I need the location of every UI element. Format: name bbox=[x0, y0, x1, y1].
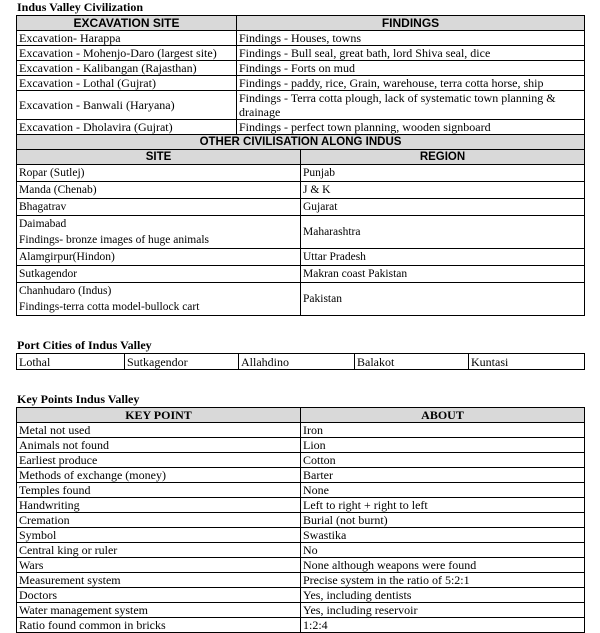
about-cell: 1:2:4 bbox=[301, 618, 585, 633]
table-row bbox=[17, 618, 585, 633]
port-city-cell: Lothal bbox=[17, 354, 125, 370]
port-city-cell: Balakot bbox=[355, 354, 469, 370]
table-banner-row bbox=[17, 135, 585, 150]
table-row bbox=[17, 528, 585, 543]
key-point-cell: Measurement system bbox=[17, 573, 301, 588]
findings-cell: Findings - paddy, rice, Grain, warehouse, terra cotta horse, ship bbox=[237, 76, 585, 91]
findings-cell: Findings - Terra cotta plough, lack of systematic town planning & drainage bbox=[237, 91, 585, 120]
key-point-cell: Doctors bbox=[17, 588, 301, 603]
document-title: Indus Valley Civilization bbox=[17, 0, 144, 14]
column-header-findings: FINDINGS bbox=[237, 16, 585, 31]
about-cell: No bbox=[301, 543, 585, 558]
about-cell: Burial (not burnt) bbox=[301, 513, 585, 528]
table-row bbox=[17, 573, 585, 588]
table-row bbox=[17, 61, 585, 76]
table-row bbox=[17, 120, 585, 135]
key-point-cell: Handwriting bbox=[17, 498, 301, 513]
port-city-cell: Allahdino bbox=[239, 354, 355, 370]
column-header-region: REGION bbox=[301, 150, 585, 165]
key-point-cell: Water management system bbox=[17, 603, 301, 618]
region-cell: Punjab bbox=[301, 165, 585, 182]
about-cell: Yes, including reservoir bbox=[301, 603, 585, 618]
key-point-cell: Earliest produce bbox=[17, 453, 301, 468]
port-cities-title: Port Cities of Indus Valley bbox=[17, 338, 152, 352]
excavation-site-cell: Excavation - Kalibangan (Rajasthan) bbox=[17, 61, 237, 76]
site-cell: Alamgirpur(Hindon) bbox=[17, 249, 301, 266]
key-point-cell: Metal not used bbox=[17, 423, 301, 438]
findings-cell: Findings - Bull seal, great bath, lord Shiva seal, dice bbox=[237, 46, 585, 61]
about-cell: Barter bbox=[301, 468, 585, 483]
key-point-cell: Cremation bbox=[17, 513, 301, 528]
table-row bbox=[17, 543, 585, 558]
region-cell: J & K bbox=[301, 182, 585, 199]
column-header-site: SITE bbox=[17, 150, 301, 165]
column-header-about: ABOUT bbox=[301, 408, 585, 423]
document bbox=[16, 0, 584, 633]
region-cell: Gujarat bbox=[301, 199, 585, 216]
key-point-cell: Methods of exchange (money) bbox=[17, 468, 301, 483]
table-header-row bbox=[17, 408, 585, 423]
table-row bbox=[17, 182, 585, 199]
key-point-cell: Symbol bbox=[17, 528, 301, 543]
key-points-table bbox=[16, 407, 585, 633]
column-header-key-point: KEY POINT bbox=[17, 408, 301, 423]
about-cell: Swastika bbox=[301, 528, 585, 543]
key-point-cell: Wars bbox=[17, 558, 301, 573]
table-row bbox=[17, 483, 585, 498]
table-row bbox=[17, 283, 585, 316]
column-header-excavation-site: EXCAVATION SITE bbox=[17, 16, 237, 31]
table-row bbox=[17, 165, 585, 182]
site-cell: Ropar (Sutlej) bbox=[17, 165, 301, 182]
findings-cell: Findings - Forts on mud bbox=[237, 61, 585, 76]
table-row bbox=[17, 31, 585, 46]
excavation-site-cell: Excavation - Banwali (Haryana) bbox=[17, 91, 237, 120]
region-cell: Uttar Pradesh bbox=[301, 249, 585, 266]
site-cell: Manda (Chenab) bbox=[17, 182, 301, 199]
table-header-row bbox=[17, 16, 585, 31]
table-row bbox=[17, 91, 585, 120]
about-cell: Left to right + right to left bbox=[301, 498, 585, 513]
table-row bbox=[17, 199, 585, 216]
table-row bbox=[17, 216, 585, 249]
excavation-site-cell: Excavation- Harappa bbox=[17, 31, 237, 46]
port-city-cell: Kuntasi bbox=[469, 354, 585, 370]
table-row bbox=[17, 558, 585, 573]
site-cell: Sutkagendor bbox=[17, 266, 301, 283]
key-point-cell: Temples found bbox=[17, 483, 301, 498]
site-findings: Findings-terra cotta model-bullock cart bbox=[19, 301, 200, 313]
table-row bbox=[17, 438, 585, 453]
excavation-site-cell: Excavation - Lothal (Gujrat) bbox=[17, 76, 237, 91]
about-cell: None although weapons were found bbox=[301, 558, 585, 573]
about-cell: Lion bbox=[301, 438, 585, 453]
key-points-title: Key Points Indus Valley bbox=[17, 392, 140, 406]
excavation-table bbox=[16, 15, 585, 135]
region-cell: Makran coast Pakistan bbox=[301, 266, 585, 283]
port-city-cell: Sutkagendor bbox=[125, 354, 239, 370]
region-cell: Pakistan bbox=[301, 283, 585, 316]
region-cell: Maharashtra bbox=[301, 216, 585, 249]
table-row bbox=[17, 588, 585, 603]
about-cell: None bbox=[301, 483, 585, 498]
findings-cell: Findings - Houses, towns bbox=[237, 31, 585, 46]
table-row bbox=[17, 46, 585, 61]
table-row bbox=[17, 266, 585, 283]
about-cell: Yes, including dentists bbox=[301, 588, 585, 603]
other-civilisation-banner: OTHER CIVILISATION ALONG INDUS bbox=[17, 135, 585, 150]
table-row bbox=[17, 453, 585, 468]
about-cell: Precise system in the ratio of 5:2:1 bbox=[301, 573, 585, 588]
key-point-cell: Central king or ruler bbox=[17, 543, 301, 558]
other-civilisation-table bbox=[16, 134, 585, 316]
about-cell: Cotton bbox=[301, 453, 585, 468]
table-header-row bbox=[17, 150, 585, 165]
site-name: Daimabad bbox=[19, 218, 67, 230]
key-point-cell: Ratio found common in bricks bbox=[17, 618, 301, 633]
port-cities-table bbox=[16, 353, 585, 370]
findings-cell: Findings - perfect town planning, wooden signboard bbox=[237, 120, 585, 135]
site-cell: Bhagatrav bbox=[17, 199, 301, 216]
excavation-site-cell: Excavation - Mohenjo-Daro (largest site) bbox=[17, 46, 237, 61]
table-row bbox=[17, 354, 585, 370]
table-row bbox=[17, 468, 585, 483]
site-findings: Findings- bronze images of huge animals bbox=[19, 234, 210, 246]
table-row bbox=[17, 513, 585, 528]
site-cell bbox=[17, 216, 301, 249]
table-row bbox=[17, 76, 585, 91]
table-row bbox=[17, 603, 585, 618]
site-cell bbox=[17, 283, 301, 316]
table-row bbox=[17, 498, 585, 513]
table-row bbox=[17, 249, 585, 266]
about-cell: Iron bbox=[301, 423, 585, 438]
excavation-site-cell: Excavation - Dholavira (Gujrat) bbox=[17, 120, 237, 135]
key-point-cell: Animals not found bbox=[17, 438, 301, 453]
table-row bbox=[17, 423, 585, 438]
site-name: Chanhudaro (Indus) bbox=[19, 285, 112, 297]
